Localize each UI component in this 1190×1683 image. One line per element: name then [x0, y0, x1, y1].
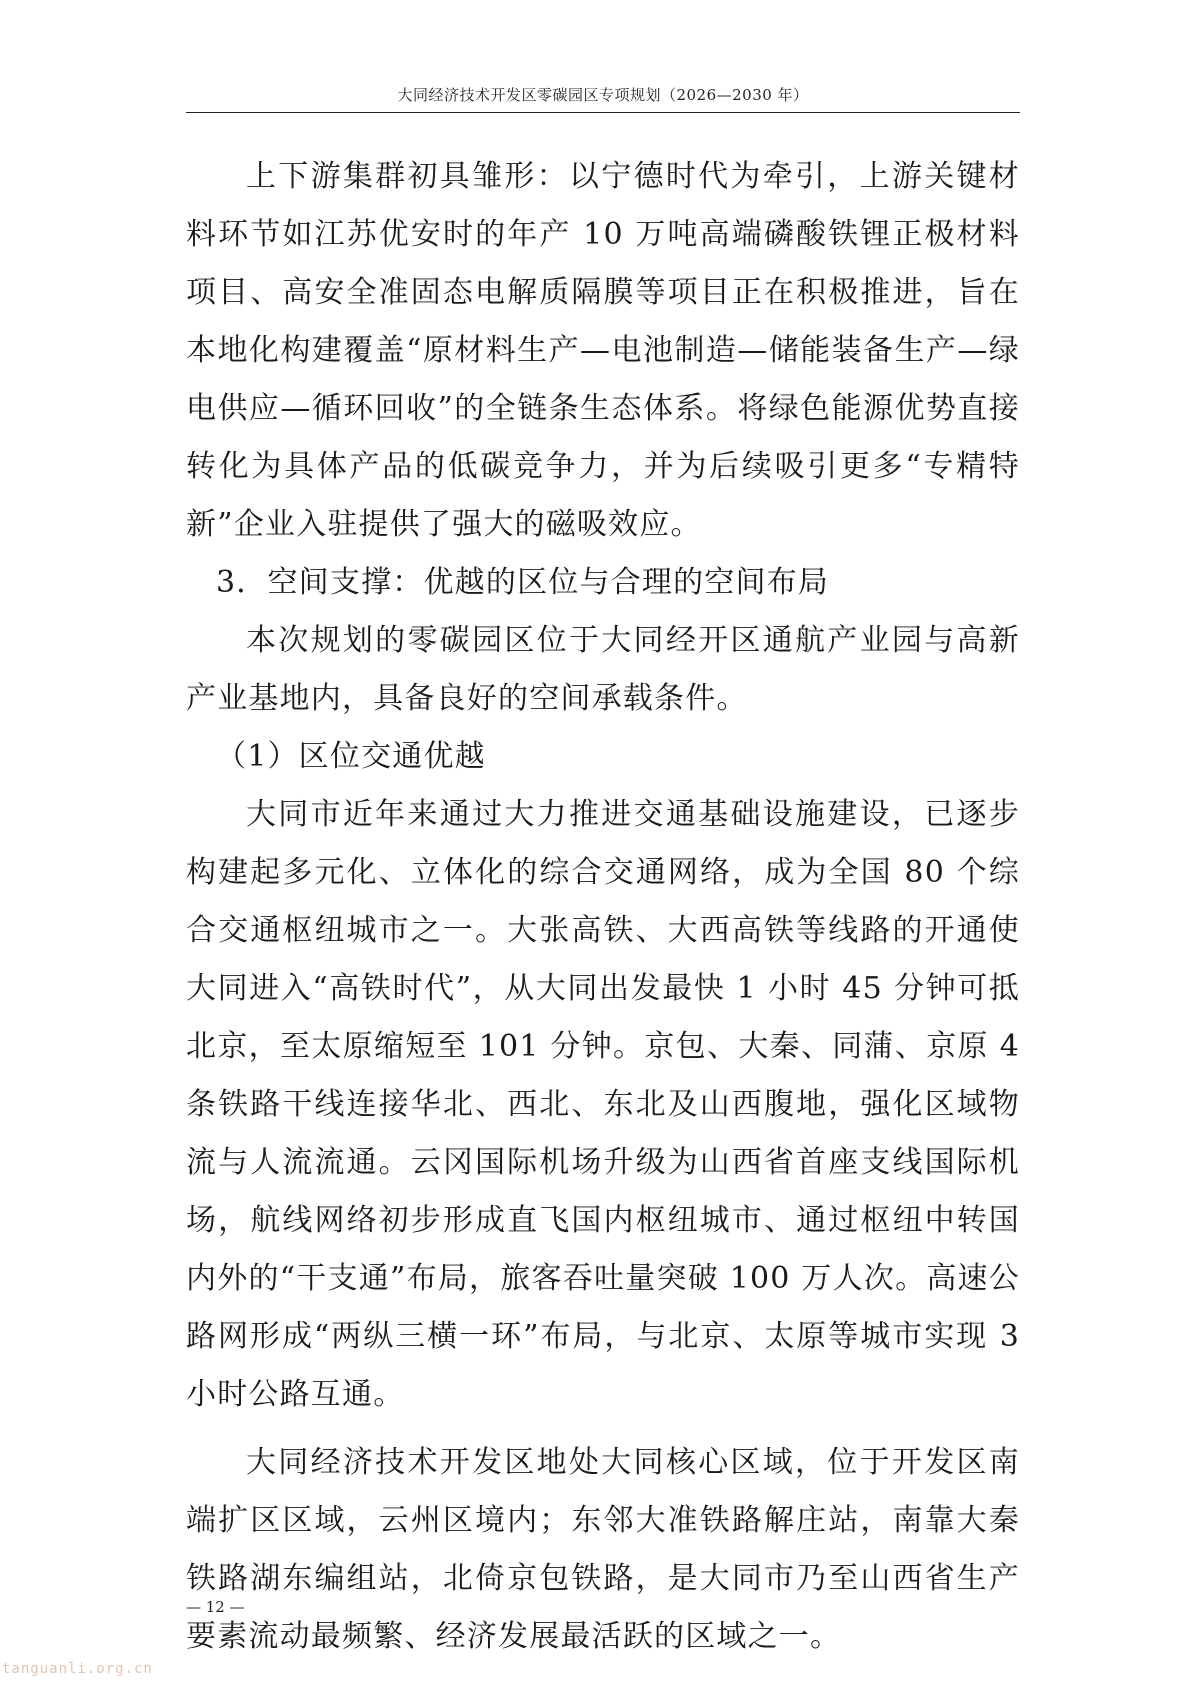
paragraph-development-zone: 大同经济技术开发区地处大同核心区域，位于开发区南端扩区区域，云州区境内；东邻大准铁路解庄站，南靠大秦铁路湖东编组站，北倚京包铁路，是大同市乃至山西省生产要素流动最频繁、经济发展最活跃的区域之一。 — [186, 1445, 1020, 1654]
paragraph-supply-chain: 上下游集群初具雏形：以宁德时代为牵引，上游关键材料环节如江苏优安时的年产 10 万吨高端磷酸铁锂正极材料项目、高安全准固态电解质隔膜等项目正在积极推进，旨在本地化构建覆盖“原材料生产—电池制造—储能装备生产—绿电供应—循环回收”的全链条生态体系。将绿色能源优势直接转化为具体产品的低碳竞争力，并为后续吸引更多“专精特新”企业入驻提供了强大的磁吸效应。 — [186, 159, 1020, 542]
document-body — [186, 148, 1020, 1666]
page-number: — 12 — — [186, 1598, 245, 1616]
header-divider — [186, 112, 1020, 113]
paragraph-transport-network: 大同市近年来通过大力推进交通基础设施建设，已逐步构建起多元化、立体化的综合交通网络，成为全国 80 个综合交通枢纽城市之一。大张高铁、大西高铁等线路的开通使大同进入“高铁时代”，从大同出发最快 1 小时 45 分钟可抵北京，至太原缩短至 101 分钟。京包、大秦、同蒲、京原 4 条铁路干线连接华北、西北、东北及山西腹地，强化区域物流与人流流通。云冈国际机场升级为山西省首座支线国际机场，航线网络初步形成直飞国内枢纽城市、通过枢纽中转国内外的“干支通”布局，旅客吞吐量突破 100 万人次。高速公路网形成“两纵三横一环”布局，与北京、太原等城市实现 3 小时公路互通。 — [186, 797, 1020, 1412]
site-watermark: tanguanli.org.cn — [2, 1661, 153, 1677]
paragraph-park-location: 本次规划的零碳园区位于大同经开区通航产业园与高新产业基地内，具备良好的空间承载条件。 — [186, 623, 1020, 716]
subheading-location-transport: （1）区位交通优越 — [216, 739, 486, 774]
section-heading-spatial-support: 3．空间支撑：优越的区位与合理的空间布局 — [216, 565, 830, 600]
running-header: 大同经济技术开发区零碳园区专项规划（2026—2030 年） — [397, 86, 809, 104]
